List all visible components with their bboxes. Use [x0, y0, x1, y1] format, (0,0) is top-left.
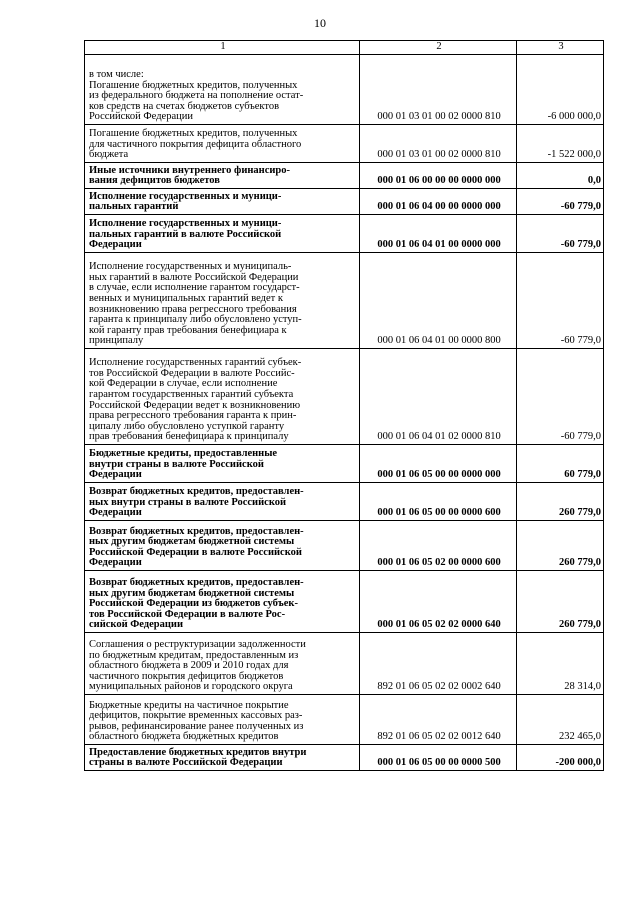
- amount-value: -60 779,0: [517, 189, 604, 215]
- table-row: [85, 633, 604, 695]
- budget-classification-code: 000 01 06 04 01 00 0000 800: [360, 253, 517, 349]
- description-line: из федерального бюджета на пополнение остат-: [89, 90, 304, 102]
- budget-classification-code: 000 01 06 05 00 00 0000 600: [360, 483, 517, 521]
- amount-value: -60 779,0: [517, 349, 604, 445]
- description-line: венных и муниципальных гарантий ведет к: [89, 293, 283, 305]
- description-line: Исполнение государственных и муници-: [89, 218, 282, 230]
- description-line: Иные источники внутреннего финансиро-: [89, 164, 291, 176]
- description-line: пальных гарантий: [89, 201, 179, 213]
- description-line: дефицитов, покрытие временных кассовых раз-: [89, 710, 303, 722]
- budget-classification-code: 000 01 06 05 00 00 0000 000: [360, 445, 517, 483]
- description-line: страны в валюте Российской Федерации: [89, 757, 283, 769]
- description-line: для частичного покрытия дефицита областного: [89, 138, 302, 150]
- description-line: Российской Федерации в валюте Российской: [89, 546, 302, 558]
- description-line: областного бюджета бюджетных кредитов: [89, 731, 279, 743]
- budget-sources-table: [84, 40, 604, 771]
- amount-value: -6 000 000,0: [517, 55, 604, 125]
- amount-value: 0,0: [517, 163, 604, 189]
- description-line: Исполнение государственных и муници-: [89, 190, 282, 202]
- description-line: пальных гарантий в валюте Российской: [89, 228, 282, 240]
- description-line: внутри страны в валюте Российской: [89, 458, 264, 470]
- description-line: Возврат бюджетных кредитов, предоставлен-: [89, 486, 304, 498]
- budget-classification-code: 892 01 06 05 02 02 0002 640: [360, 633, 517, 695]
- description-line: Предоставление бюджетных кредитов внутри: [89, 746, 307, 758]
- description-line: Российской Федерации ведет к возникновению: [89, 399, 301, 411]
- budget-classification-code: 000 01 03 01 00 02 0000 810: [360, 125, 517, 163]
- amount-value: 260 779,0: [517, 521, 604, 571]
- table-row: [85, 163, 604, 189]
- table-row: [85, 55, 604, 125]
- table-row: [85, 521, 604, 571]
- table-row: [85, 253, 604, 349]
- row-description: [85, 445, 360, 483]
- description-line: Федерации: [89, 239, 142, 251]
- row-description: [85, 571, 360, 633]
- table-row: [85, 215, 604, 253]
- description-line: Соглашения о реструктуризации задолженности: [89, 639, 306, 651]
- description-line: кой гаранту прав требования бенефициара к: [89, 324, 287, 336]
- description-line: гарантом государственных гарантий субъекта: [89, 389, 294, 401]
- budget-classification-code: 000 01 06 04 01 00 0000 000: [360, 215, 517, 253]
- description-line: прав требования бенефициара к принципалу: [89, 431, 289, 443]
- description-line: принципалу: [89, 335, 144, 347]
- description-line: сийской Федерации: [89, 619, 184, 631]
- row-description: [85, 125, 360, 163]
- description-line: частичного покрытия дефицитов бюджетов: [89, 670, 284, 682]
- description-line: Возврат бюджетных кредитов, предоставлен-: [89, 525, 304, 537]
- row-description: [85, 349, 360, 445]
- row-description: [85, 745, 360, 771]
- description-line: по бюджетным кредитам, предоставленным из: [89, 649, 299, 661]
- description-line: Бюджетные кредиты на частичное покрытие: [89, 699, 289, 711]
- budget-classification-code: 000 01 06 04 01 02 0000 810: [360, 349, 517, 445]
- amount-value: -60 779,0: [517, 215, 604, 253]
- row-description: [85, 521, 360, 571]
- amount-value: 60 779,0: [517, 445, 604, 483]
- column-header-3: 3: [517, 41, 604, 55]
- description-line: областного бюджета в 2009 и 2010 годах для: [89, 660, 289, 672]
- description-line: ных гарантий в валюте Российской Федерации: [89, 271, 299, 283]
- description-line: Российской Федерации: [89, 111, 193, 123]
- amount-value: -200 000,0: [517, 745, 604, 771]
- description-line: муниципальных районов и городского округа: [89, 681, 293, 693]
- description-line: Возврат бюджетных кредитов, предоставлен-: [89, 577, 304, 589]
- column-header-2: 2: [360, 41, 517, 55]
- table-row: [85, 571, 604, 633]
- description-line: тов Российской Федерации в валюте Российс-: [89, 367, 295, 379]
- description-line: права регрессного требования гаранта к прин-: [89, 410, 297, 422]
- description-line: Исполнение государственных гарантий субъек-: [89, 357, 302, 369]
- row-description: [85, 633, 360, 695]
- description-line: ных другим бюджетам бюджетной системы: [89, 536, 295, 548]
- table-row: [85, 125, 604, 163]
- amount-value: -60 779,0: [517, 253, 604, 349]
- row-description: [85, 55, 360, 125]
- description-line: в том числе:: [89, 69, 144, 81]
- description-line: рывов, рефинансирование ранее полученных из: [89, 720, 304, 732]
- description-line: бюджета: [89, 149, 129, 161]
- description-line: вания дефицитов бюджетов: [89, 175, 220, 187]
- description-line: тов Российской Федерации в валюте Рос-: [89, 608, 286, 620]
- column-header-1: 1: [85, 41, 360, 55]
- table-row: [85, 189, 604, 215]
- description-line: Погашение бюджетных кредитов, полученных: [89, 128, 298, 140]
- page-number: 10: [314, 16, 326, 30]
- budget-classification-code: 000 01 06 05 00 00 0000 500: [360, 745, 517, 771]
- budget-classification-code: 000 01 06 05 02 00 0000 600: [360, 521, 517, 571]
- description-line: ков средств на счетах бюджетов субъектов: [89, 100, 280, 112]
- amount-value: 260 779,0: [517, 483, 604, 521]
- table-header-row: [85, 41, 604, 55]
- description-line: Погашение бюджетных кредитов, полученных: [89, 79, 298, 91]
- description-line: Российской Федерации из бюджетов субъек-: [89, 598, 298, 610]
- budget-classification-code: 000 01 06 04 00 00 0000 000: [360, 189, 517, 215]
- description-line: возникновению права регрессного требования: [89, 303, 297, 315]
- row-description: [85, 215, 360, 253]
- table-row: [85, 349, 604, 445]
- budget-classification-code: 000 01 03 01 00 02 0000 810: [360, 55, 517, 125]
- table-row: [85, 483, 604, 521]
- description-line: ных другим бюджетам бюджетной системы: [89, 587, 295, 599]
- description-line: Бюджетные кредиты, предоставленные: [89, 448, 278, 460]
- description-line: Исполнение государственных и муниципаль-: [89, 261, 292, 273]
- description-line: в случае, если исполнение гарантом государст-: [89, 282, 300, 294]
- row-description: [85, 695, 360, 745]
- table-row: [85, 445, 604, 483]
- description-line: ных внутри страны в валюте Российской: [89, 496, 287, 508]
- description-line: ципалу либо обусловлено уступкой гаранту: [89, 420, 285, 432]
- description-line: гаранта к принципалу либо обусловлено уступ-: [89, 314, 302, 326]
- row-description: [85, 253, 360, 349]
- row-description: [85, 189, 360, 215]
- budget-classification-code: 000 01 06 00 00 00 0000 000: [360, 163, 517, 189]
- amount-value: 232 465,0: [517, 695, 604, 745]
- row-description: [85, 483, 360, 521]
- budget-classification-code: 892 01 06 05 02 02 0012 640: [360, 695, 517, 745]
- table-row: [85, 695, 604, 745]
- amount-value: -1 522 000,0: [517, 125, 604, 163]
- description-line: Федерации: [89, 507, 142, 519]
- row-description: [85, 163, 360, 189]
- table-body: [85, 55, 604, 771]
- budget-classification-code: 000 01 06 05 02 02 0000 640: [360, 571, 517, 633]
- amount-value: 260 779,0: [517, 571, 604, 633]
- amount-value: 28 314,0: [517, 633, 604, 695]
- description-line: Федерации: [89, 469, 142, 481]
- description-line: кой Федерации в случае, если исполнение: [89, 378, 278, 390]
- description-line: Федерации: [89, 557, 142, 569]
- table-row: [85, 745, 604, 771]
